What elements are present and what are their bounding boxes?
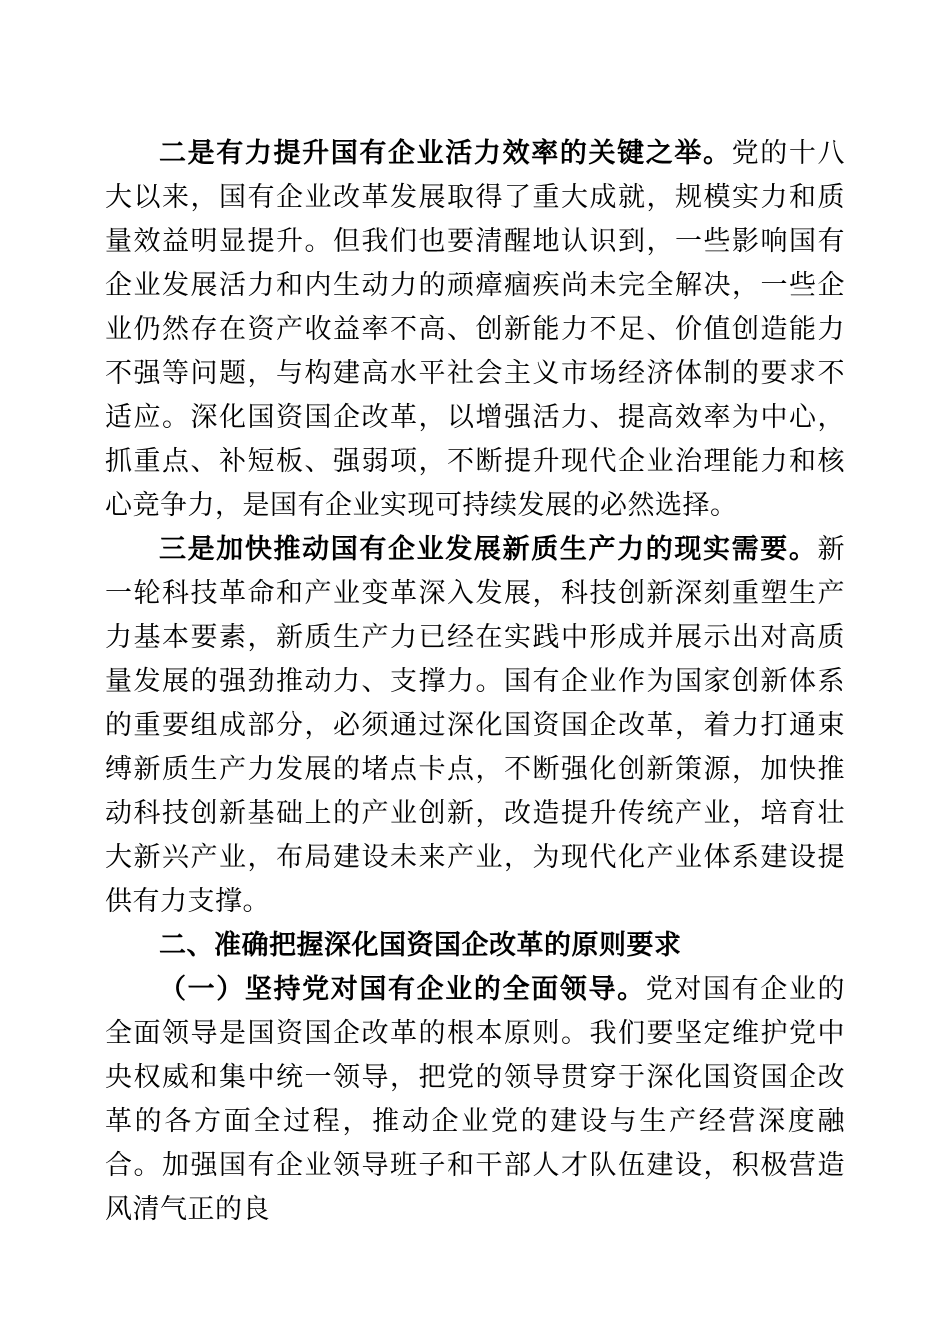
- paragraph-text: 新一轮科技革命和产业变革深入发展，科技创新深刻重塑生产力基本要素，新质生产力已经在实践中形成并展示出对高质量发展的强劲推动力、支撑力。国有企业作为国家创新体系的重要组成部分，必须通过深化国资国企改革，着力打通束缚新质生产力发展的堵点卡点，不断强化创新策源，加快推动科技创新基础上的产业创新，改造提升传统产业，培育壮大新兴产业，布局建设未来产业，为现代化产业体系建设提供有力支撑。: [105, 534, 845, 916]
- paragraph-text: 党的十八大以来，国有企业改革发展取得了重大成就，规模实力和质量效益明显提升。但我们也要清醒地认识到，一些影响国有企业发展活力和内生动力的顽瘴痼疾尚未完全解决，一些企业仍然存在资产收益率不高、创新能力不足、价值创造能力不强等问题，与构建高水平社会主义市场经济体制的要求不适应。深化国资国企改革，以增强活力、提高效率为中心，抓重点、补短板、强弱项，不断提升现代企业治理能力和核心竞争力，是国有企业实现可持续发展的必然选择。: [105, 138, 846, 520]
- paragraph-lead: 二是有力提升国有企业活力效率的关键之举。: [159, 138, 732, 168]
- paragraph-text: 党对国有企业的全面领导是国资国企改革的根本原则。我们要坚定维护党中央权威和集中统一领导，把党的领导贯穿于深化国资国企改革的各方面全过程，推动企业党的建设与生产经营深度融合。加强国有企业领导班子和干部人才队伍建设，积极营造风清气正的良: [105, 974, 846, 1224]
- paragraph: [105, 131, 845, 527]
- paragraph-lead: 三是加快推动国有企业发展新质生产力的现实需要。: [159, 534, 818, 564]
- section-heading: 二、准确把握深化国资国企改革的原则要求: [159, 930, 682, 960]
- paragraph: [105, 527, 845, 923]
- paragraph-lead: （一）坚持党对国有企业的全面领导。: [159, 974, 646, 1004]
- document-body: [105, 131, 845, 1231]
- paragraph: [105, 967, 845, 1231]
